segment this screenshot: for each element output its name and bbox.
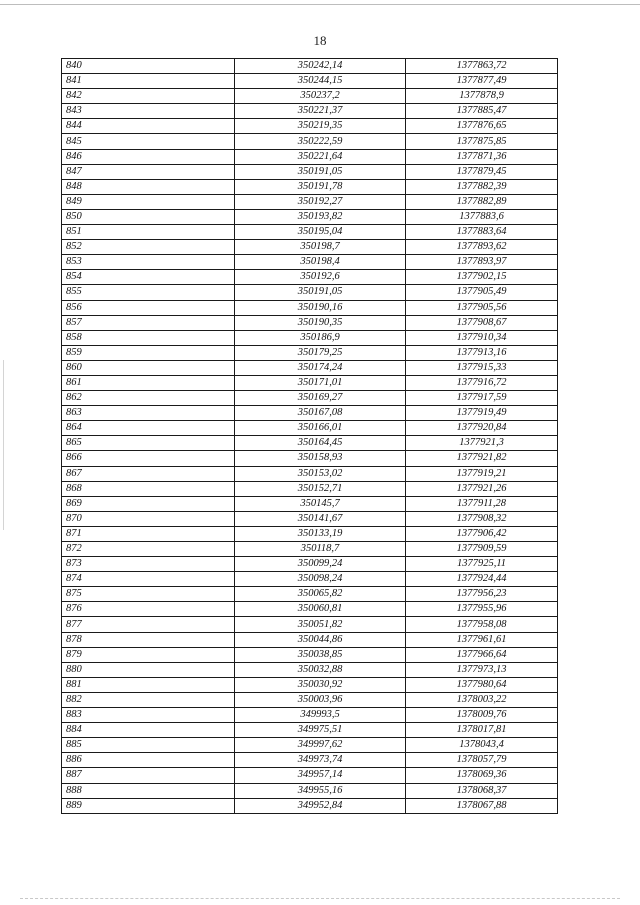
- point-number-cell: 840: [62, 59, 235, 74]
- point-number-cell: 861: [62, 375, 235, 390]
- table-row: [62, 798, 558, 813]
- x-coordinate-cell: 349975,51: [235, 723, 406, 738]
- table-row: [62, 164, 558, 179]
- table-row: [62, 542, 558, 557]
- y-coordinate-cell: 1377908,67: [406, 315, 558, 330]
- point-number-cell: 873: [62, 557, 235, 572]
- point-number-cell: 845: [62, 134, 235, 149]
- x-coordinate-cell: 350237,2: [235, 89, 406, 104]
- point-number-cell: 849: [62, 194, 235, 209]
- x-coordinate-cell: 350099,24: [235, 557, 406, 572]
- table-row: [62, 466, 558, 481]
- y-coordinate-cell: 1377919,21: [406, 466, 558, 481]
- x-coordinate-cell: 350167,08: [235, 406, 406, 421]
- x-coordinate-cell: 350191,05: [235, 285, 406, 300]
- x-coordinate-cell: 350198,4: [235, 255, 406, 270]
- table-row: [62, 708, 558, 723]
- point-number-cell: 853: [62, 255, 235, 270]
- point-number-cell: 875: [62, 587, 235, 602]
- x-coordinate-cell: 350030,92: [235, 677, 406, 692]
- x-coordinate-cell: 350171,01: [235, 375, 406, 390]
- point-number-cell: 862: [62, 391, 235, 406]
- x-coordinate-cell: 350164,45: [235, 436, 406, 451]
- point-number-cell: 883: [62, 708, 235, 723]
- table-row: [62, 119, 558, 134]
- table-row: [62, 225, 558, 240]
- table-row: [62, 632, 558, 647]
- point-number-cell: 852: [62, 240, 235, 255]
- point-number-cell: 842: [62, 89, 235, 104]
- x-coordinate-cell: 349952,84: [235, 798, 406, 813]
- x-coordinate-cell: 350158,93: [235, 451, 406, 466]
- x-coordinate-cell: 350219,35: [235, 119, 406, 134]
- scan-edge-left: [3, 360, 4, 530]
- y-coordinate-cell: 1378068,37: [406, 783, 558, 798]
- table-row: [62, 421, 558, 436]
- point-number-cell: 881: [62, 677, 235, 692]
- x-coordinate-cell: 350038,85: [235, 647, 406, 662]
- y-coordinate-cell: 1378057,79: [406, 753, 558, 768]
- point-number-cell: 847: [62, 164, 235, 179]
- y-coordinate-cell: 1377871,36: [406, 149, 558, 164]
- point-number-cell: 854: [62, 270, 235, 285]
- point-number-cell: 844: [62, 119, 235, 134]
- x-coordinate-cell: 350244,15: [235, 74, 406, 89]
- table-row: [62, 360, 558, 375]
- point-number-cell: 859: [62, 345, 235, 360]
- y-coordinate-cell: 1377911,28: [406, 496, 558, 511]
- point-number-cell: 866: [62, 451, 235, 466]
- point-number-cell: 887: [62, 768, 235, 783]
- y-coordinate-cell: 1377883,64: [406, 225, 558, 240]
- x-coordinate-cell: 350152,71: [235, 481, 406, 496]
- y-coordinate-cell: 1378069,36: [406, 768, 558, 783]
- x-coordinate-cell: 350242,14: [235, 59, 406, 74]
- y-coordinate-cell: 1377877,49: [406, 74, 558, 89]
- table-row: [62, 240, 558, 255]
- x-coordinate-cell: 350098,24: [235, 572, 406, 587]
- table-row: [62, 300, 558, 315]
- table-row: [62, 768, 558, 783]
- x-coordinate-cell: 350166,01: [235, 421, 406, 436]
- table-row: [62, 647, 558, 662]
- x-coordinate-cell: 350191,05: [235, 164, 406, 179]
- table-row: [62, 692, 558, 707]
- y-coordinate-cell: 1377883,6: [406, 209, 558, 224]
- y-coordinate-cell: 1378009,76: [406, 708, 558, 723]
- point-number-cell: 857: [62, 315, 235, 330]
- y-coordinate-cell: 1377925,11: [406, 557, 558, 572]
- point-number-cell: 870: [62, 511, 235, 526]
- y-coordinate-cell: 1377915,33: [406, 360, 558, 375]
- y-coordinate-cell: 1377956,23: [406, 587, 558, 602]
- y-coordinate-cell: 1377878,9: [406, 89, 558, 104]
- y-coordinate-cell: 1377921,82: [406, 451, 558, 466]
- coordinates-table: [61, 58, 558, 814]
- table-row: [62, 315, 558, 330]
- point-number-cell: 851: [62, 225, 235, 240]
- x-coordinate-cell: 350145,7: [235, 496, 406, 511]
- y-coordinate-cell: 1377863,72: [406, 59, 558, 74]
- x-coordinate-cell: 350195,04: [235, 225, 406, 240]
- point-number-cell: 841: [62, 74, 235, 89]
- y-coordinate-cell: 1378043,4: [406, 738, 558, 753]
- table-row: [62, 436, 558, 451]
- point-number-cell: 886: [62, 753, 235, 768]
- table-row: [62, 391, 558, 406]
- y-coordinate-cell: 1377882,89: [406, 194, 558, 209]
- x-coordinate-cell: 350133,19: [235, 526, 406, 541]
- point-number-cell: 874: [62, 572, 235, 587]
- table-row: [62, 451, 558, 466]
- table-row: [62, 149, 558, 164]
- table-row: [62, 375, 558, 390]
- point-number-cell: 884: [62, 723, 235, 738]
- point-number-cell: 863: [62, 406, 235, 421]
- point-number-cell: 869: [62, 496, 235, 511]
- point-number-cell: 850: [62, 209, 235, 224]
- table-row: [62, 481, 558, 496]
- x-coordinate-cell: 349973,74: [235, 753, 406, 768]
- x-coordinate-cell: 350060,81: [235, 602, 406, 617]
- y-coordinate-cell: 1377966,64: [406, 647, 558, 662]
- table-row: [62, 753, 558, 768]
- table-row: [62, 496, 558, 511]
- table-row: [62, 557, 558, 572]
- x-coordinate-cell: 350153,02: [235, 466, 406, 481]
- x-coordinate-cell: 350032,88: [235, 662, 406, 677]
- point-number-cell: 872: [62, 542, 235, 557]
- table-row: [62, 526, 558, 541]
- point-number-cell: 888: [62, 783, 235, 798]
- table-row: [62, 345, 558, 360]
- table-row: [62, 587, 558, 602]
- y-coordinate-cell: 1377921,3: [406, 436, 558, 451]
- table-row: [62, 134, 558, 149]
- y-coordinate-cell: 1377910,34: [406, 330, 558, 345]
- y-coordinate-cell: 1377882,39: [406, 179, 558, 194]
- point-number-cell: 855: [62, 285, 235, 300]
- point-number-cell: 876: [62, 602, 235, 617]
- point-number-cell: 843: [62, 104, 235, 119]
- x-coordinate-cell: 349993,5: [235, 708, 406, 723]
- x-coordinate-cell: 350221,64: [235, 149, 406, 164]
- page-number: 18: [313, 33, 327, 48]
- table-row: [62, 511, 558, 526]
- point-number-cell: 856: [62, 300, 235, 315]
- x-coordinate-cell: 350003,96: [235, 692, 406, 707]
- table-row: [62, 738, 558, 753]
- y-coordinate-cell: 1377913,16: [406, 345, 558, 360]
- point-number-cell: 877: [62, 617, 235, 632]
- x-coordinate-cell: 349955,16: [235, 783, 406, 798]
- x-coordinate-cell: 350193,82: [235, 209, 406, 224]
- table-row: [62, 602, 558, 617]
- point-number-cell: 878: [62, 632, 235, 647]
- x-coordinate-cell: 350192,27: [235, 194, 406, 209]
- y-coordinate-cell: 1377955,96: [406, 602, 558, 617]
- x-coordinate-cell: 350179,25: [235, 345, 406, 360]
- point-number-cell: 882: [62, 692, 235, 707]
- y-coordinate-cell: 1377924,44: [406, 572, 558, 587]
- x-coordinate-cell: 350191,78: [235, 179, 406, 194]
- point-number-cell: 889: [62, 798, 235, 813]
- point-number-cell: 885: [62, 738, 235, 753]
- point-number-cell: 880: [62, 662, 235, 677]
- table-row: [62, 104, 558, 119]
- y-coordinate-cell: 1377905,49: [406, 285, 558, 300]
- table-row: [62, 270, 558, 285]
- y-coordinate-cell: 1377921,26: [406, 481, 558, 496]
- y-coordinate-cell: 1377906,42: [406, 526, 558, 541]
- y-coordinate-cell: 1377902,15: [406, 270, 558, 285]
- point-number-cell: 867: [62, 466, 235, 481]
- x-coordinate-cell: 350174,24: [235, 360, 406, 375]
- point-number-cell: 846: [62, 149, 235, 164]
- y-coordinate-cell: 1378003,22: [406, 692, 558, 707]
- y-coordinate-cell: 1377920,84: [406, 421, 558, 436]
- x-coordinate-cell: 350118,7: [235, 542, 406, 557]
- x-coordinate-cell: 350044,86: [235, 632, 406, 647]
- y-coordinate-cell: 1377879,45: [406, 164, 558, 179]
- y-coordinate-cell: 1377919,49: [406, 406, 558, 421]
- y-coordinate-cell: 1377909,59: [406, 542, 558, 557]
- table-row: [62, 59, 558, 74]
- table-row: [62, 255, 558, 270]
- y-coordinate-cell: 1377908,32: [406, 511, 558, 526]
- table-row: [62, 179, 558, 194]
- table-row: [62, 677, 558, 692]
- table-row: [62, 89, 558, 104]
- scan-edge-top: [0, 4, 640, 5]
- x-coordinate-cell: 350169,27: [235, 391, 406, 406]
- y-coordinate-cell: 1377893,97: [406, 255, 558, 270]
- y-coordinate-cell: 1377885,47: [406, 104, 558, 119]
- point-number-cell: 879: [62, 647, 235, 662]
- y-coordinate-cell: 1378017,81: [406, 723, 558, 738]
- point-number-cell: 860: [62, 360, 235, 375]
- point-number-cell: 868: [62, 481, 235, 496]
- table-row: [62, 617, 558, 632]
- y-coordinate-cell: 1378067,88: [406, 798, 558, 813]
- table-row: [62, 209, 558, 224]
- x-coordinate-cell: 350198,7: [235, 240, 406, 255]
- y-coordinate-cell: 1377905,56: [406, 300, 558, 315]
- table-row: [62, 662, 558, 677]
- table-row: [62, 330, 558, 345]
- table-row: [62, 285, 558, 300]
- y-coordinate-cell: 1377917,59: [406, 391, 558, 406]
- y-coordinate-cell: 1377961,61: [406, 632, 558, 647]
- x-coordinate-cell: 350221,37: [235, 104, 406, 119]
- point-number-cell: 871: [62, 526, 235, 541]
- y-coordinate-cell: 1377973,13: [406, 662, 558, 677]
- x-coordinate-cell: 350051,82: [235, 617, 406, 632]
- x-coordinate-cell: 350186,9: [235, 330, 406, 345]
- table-row: [62, 74, 558, 89]
- coordinates-table-body: [62, 59, 558, 814]
- x-coordinate-cell: 350190,35: [235, 315, 406, 330]
- y-coordinate-cell: 1377916,72: [406, 375, 558, 390]
- table-row: [62, 723, 558, 738]
- y-coordinate-cell: 1377980,64: [406, 677, 558, 692]
- x-coordinate-cell: 350222,59: [235, 134, 406, 149]
- y-coordinate-cell: 1377893,62: [406, 240, 558, 255]
- point-number-cell: 865: [62, 436, 235, 451]
- y-coordinate-cell: 1377875,85: [406, 134, 558, 149]
- table-row: [62, 572, 558, 587]
- table-row: [62, 406, 558, 421]
- x-coordinate-cell: 350192,6: [235, 270, 406, 285]
- scan-edge-bottom: [20, 898, 620, 899]
- x-coordinate-cell: 349957,14: [235, 768, 406, 783]
- y-coordinate-cell: 1377876,65: [406, 119, 558, 134]
- table-row: [62, 783, 558, 798]
- x-coordinate-cell: 349997,62: [235, 738, 406, 753]
- table-row: [62, 194, 558, 209]
- point-number-cell: 858: [62, 330, 235, 345]
- x-coordinate-cell: 350065,82: [235, 587, 406, 602]
- point-number-cell: 864: [62, 421, 235, 436]
- y-coordinate-cell: 1377958,08: [406, 617, 558, 632]
- x-coordinate-cell: 350190,16: [235, 300, 406, 315]
- point-number-cell: 848: [62, 179, 235, 194]
- x-coordinate-cell: 350141,67: [235, 511, 406, 526]
